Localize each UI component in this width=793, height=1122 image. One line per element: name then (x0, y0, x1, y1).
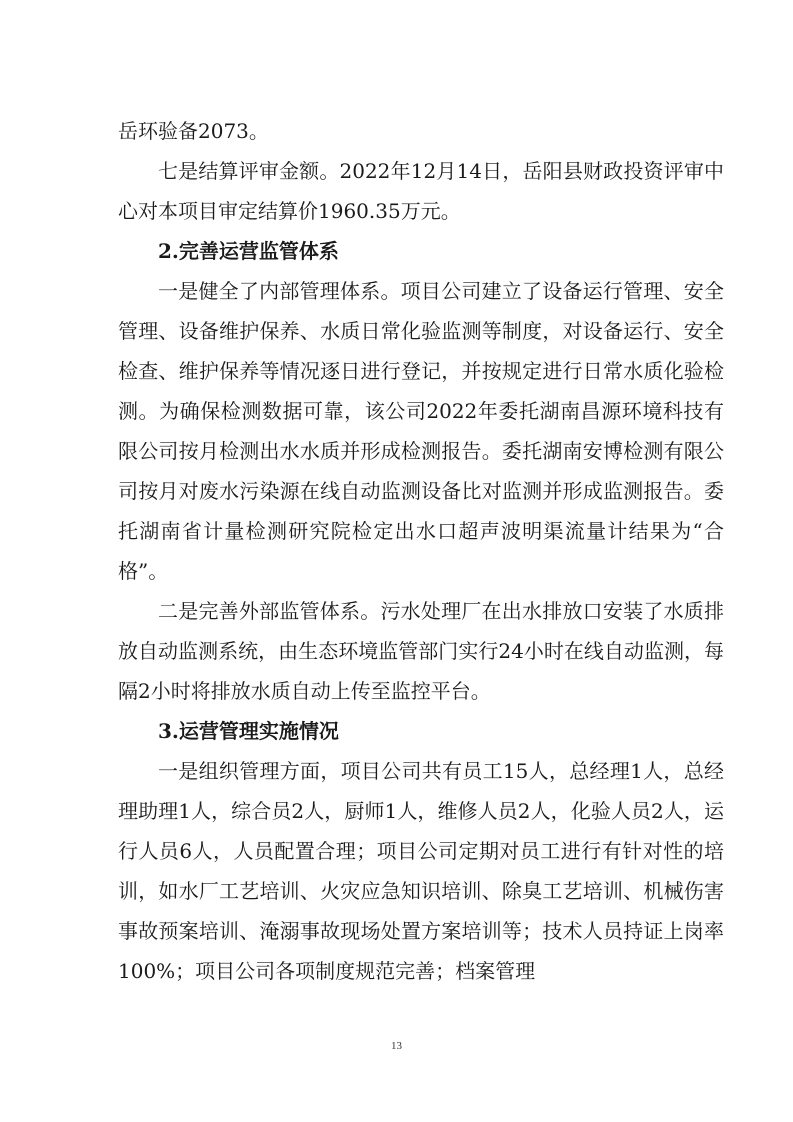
paragraph-1: 岳环验备2073。 (118, 119, 269, 143)
paragraph-4: 二是完善外部监管体系。污水处理厂在出水排放口安装了水质排放自动监测系统，由生态环境监管部门实行24小时在线自动监测，每隔2小时将排放水质自动上传至监控平台。 (118, 599, 724, 703)
section-heading-3: 3.运营管理实施情况 (158, 719, 339, 743)
page-number: 13 (391, 1040, 402, 1052)
paragraph-5: 一是组织管理方面，项目公司共有员工15人，总经理1人，总经理助理1人，综合员2人，厨师1人，维修人员2人，化验人员2人，运行人员6人，人员配置合理；项目公司定期对员工进行有针对性的培训，如水厂工艺培训、火灾应急知识培训、除臭工艺培训、机械伤害事故预案培训、淹溺事故现场处置方案培训等；技术人员持证上岗率100%；项目公司各项制度规范完善；档案管理 (118, 759, 724, 983)
section-heading-2: 2.完善运营监管体系 (158, 239, 339, 263)
paragraph-3: 一是健全了内部管理体系。项目公司建立了设备运行管理、安全管理、设备维护保养、水质日常化验监测等制度，对设备运行、安全检查、维护保养等情况逐日进行登记，并按规定进行日常水质化验检测。为确保检测数据可靠，该公司2022年委托湖南昌源环境科技有限公司按月检测出水水质并形成检测报告。委托湖南安博检测有限公司按月对废水污染源在线自动监测设备比对监测并形成监测报告。委托湖南省计量检测研究院检定出水口超声波明渠流量计结果为“合格”。 (118, 279, 724, 583)
document-body (118, 111, 724, 991)
paragraph-2: 七是结算评审金额。2022年12月14日，岳阳县财政投资评审中心对本项目审定结算价1960.35万元。 (118, 159, 724, 223)
